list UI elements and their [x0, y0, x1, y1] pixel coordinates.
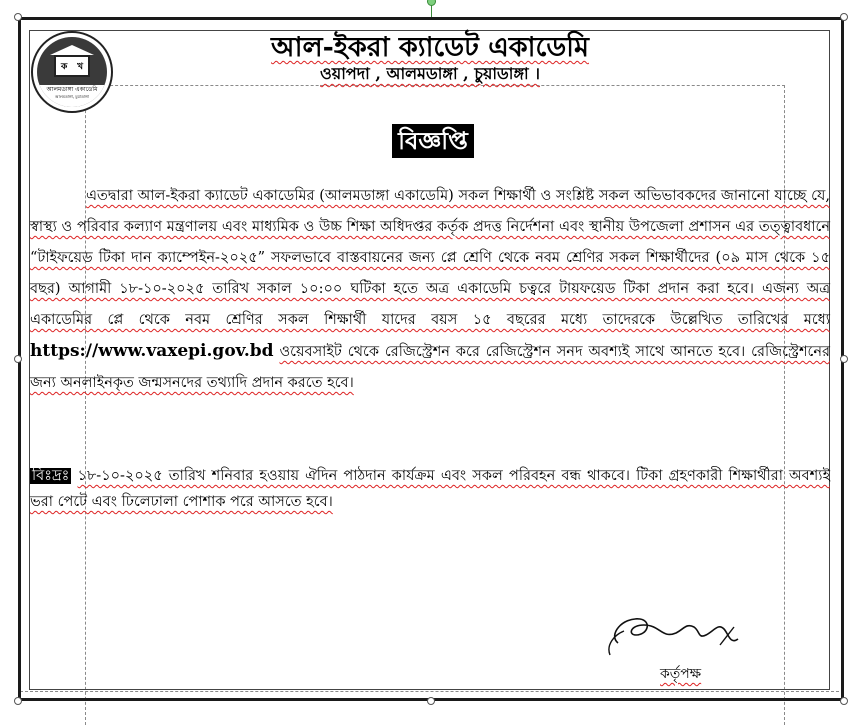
- resize-handle-bottom-right[interactable]: [840, 697, 848, 705]
- logo-text: আলমডাঙ্গা একাডেমি: [46, 86, 98, 93]
- academy-address-text: ওয়াপদা , আলমডাঙ্গা , চুয়াডাঙ্গা ।: [320, 64, 540, 83]
- rotation-handle[interactable]: [427, 0, 436, 6]
- logo-book-icon: ক খ: [54, 55, 90, 77]
- resize-handle-top-left[interactable]: [14, 13, 22, 21]
- resize-handle-top-right[interactable]: [840, 13, 848, 21]
- notice-body: [30, 181, 830, 399]
- notice-note: [30, 463, 830, 515]
- logo-emblem: [37, 37, 107, 107]
- signature-label: [660, 662, 701, 686]
- signature-label-text: কর্তৃপক্ষ: [660, 666, 702, 682]
- notice-heading-wrap: [0, 124, 866, 158]
- resize-handle-bottom-left[interactable]: [14, 697, 22, 705]
- academy-address: [130, 64, 730, 84]
- rotation-line: [431, 5, 432, 17]
- logo-subtext: আলমডাঙ্গা, চুয়াডাঙ্গা: [55, 94, 89, 99]
- note-label: বিঃদ্রঃ: [32, 468, 70, 484]
- logo-band: [37, 85, 107, 107]
- note-text: ১৮-১০-২০২৫ তারিখ শনিবার হওয়ায় ঐদিন পাঠদান কার্যক্রম এবং সকল পরিবহন বন্ধ থাকবে। টিকা গ্রহণকারী শিক্ষার্থীরা অবশ্যই ভরা পেটে এবং ঢিলেঢালা পোশাক পরে আসতে হবে।: [30, 468, 830, 510]
- resize-handle-left[interactable]: [14, 355, 22, 363]
- academy-logo: [31, 31, 113, 113]
- registration-url: https://www.vaxepi.gov.bd: [30, 341, 274, 361]
- signature-mark: [600, 605, 750, 665]
- notice-heading: বিজ্ঞপ্তি: [392, 124, 474, 158]
- notice-body-part2: ওয়েবসাইট থেকে রেজিস্ট্রেশন করে রেজিস্ট্রেশন সনদ অবশ্যই সাথে আনতে হবে। রেজিস্ট্রেশনের জন্য অনলাইনকৃত জন্মসনদের তথ্যাদি প্রদান করতে হবে।: [30, 344, 830, 391]
- academy-title: আল-ইকরা ক্যাডেট একাডেমি: [271, 32, 589, 63]
- logo-roof-shape: [50, 45, 94, 55]
- resize-handle-bottom[interactable]: [427, 697, 435, 705]
- resize-handle-right[interactable]: [840, 355, 848, 363]
- notice-body-part1: এতদ্বারা আল-ইকরা ক্যাডেট একাডেমির (আলমডাঙ্গা একাডেমি) সকল শিক্ষার্থী ও সংশ্লিষ্ট সকল অভিভাবকদের জানানো যাচ্ছে যে, স্বাস্থ্য ও পরিবার কল্যাণ মন্ত্রণালয় এবং মাধ্যমিক ও উচ্চ শিক্ষা অধিদপ্তর কর্তৃক প্রদত্ত নির্দেশনা এবং স্থানীয় উপজেলা প্রশাসন এর তত্ত্বাবধানে “টাইফয়েড টিকা দান ক্যাম্পেইন-২০২৫” সফলভাবে বাস্তবায়নের জন্য প্লে শ্রেণি থেকে নবম শ্রেণির সকল শিক্ষার্থীদের (০৯ মাস থেকে ১৫ বছর) আগামী ১৮-১০-২০২৫ তারিখ সকাল ১০:০০ ঘটিকা হতে অত্র একাডেমি চত্বরে টায়ফয়েড টিকা প্রদান করা হবে। এজন্য অত্র একাডেমির প্লে থেকে নবম শ্রেণির সকল শিক্ষার্থী যাদের বয়স ১৫ বছরের মধ্যে তাদেরকে উল্লেখিত তারিখের মধ্যে: [30, 188, 830, 328]
